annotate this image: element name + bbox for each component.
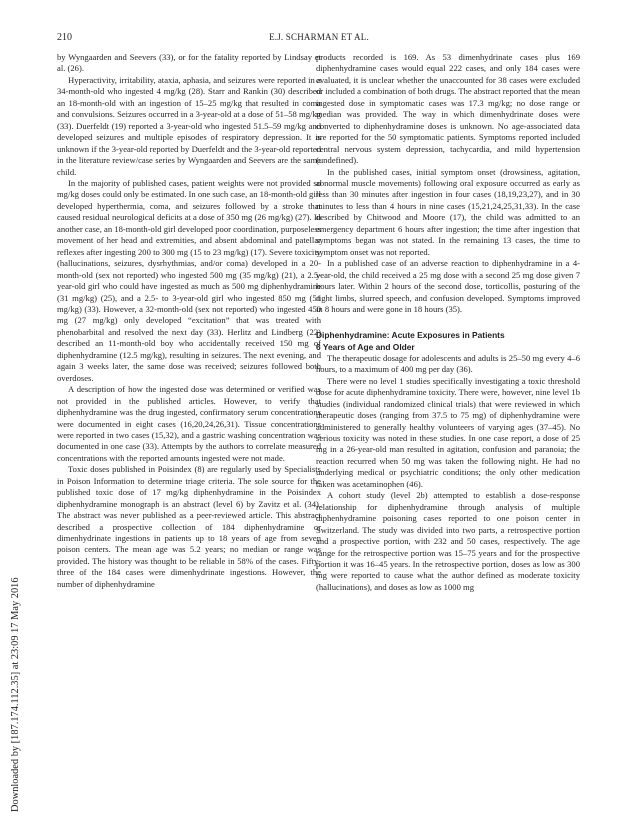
paragraph: by Wyngaarden and Seevers (33), or for the fatality reported by Lindsay et al. (26). bbox=[57, 52, 321, 74]
paragraph: A description of how the ingested dose was determined or verified was not provided in the published articles. However, to verify that diphenhydramine was the drug ingested, confirmatory serum concentrations were documented in eight cases (16,20,24,26,31). Tissue concentrations were reported in two cases (15,32), and a gastric washing concentration was documented in one case (33). Attempts by the authors to correlate measured concentrations with the reported amounts ingested were not made. bbox=[57, 384, 321, 463]
section-heading bbox=[316, 330, 580, 352]
download-watermark: Downloaded by [187.174.112.35] at 23:09 17 May 2016 bbox=[10, 577, 21, 812]
paragraph: There were no level 1 studies specifically investigating a toxic threshold dose for acute diphenhydramine toxicity. There were, however, nine level 1b studies (individual randomized clinical trials) that were reviewed in which therapeutic doses (ranging from 37.5 to 75 mg) of diphenhydramine were administered to generally healthy volunteers of varying ages (37–45). No serious toxicity was noted in these studies. In one case report, a dose of 25 mg in a 26-year-old man resulted in agitation, confusion and paranoia; the reaction recurred when 50 mg was taken the following night. He had no underlying medical or psychiatric conditions; the only other medication taken was acetaminophen (46). bbox=[316, 375, 580, 489]
page-number: 210 bbox=[57, 32, 72, 43]
paragraph: In a published case of an adverse reaction to diphenhydramine in a 4-year-old, the child received a 25 mg dose with a second 25 mg dose given 7 hours later. Within 2 hours of the second dose, torticollis, posturing of the right limbs, slurred speech, and confusion developed. Symptoms improved in 8 hours and were gone in 18 hours (35). bbox=[316, 258, 580, 314]
paragraph: In the published cases, initial symptom onset (drowsiness, agitation, abnormal muscle movements) following oral exposure occurred as early as less than 30 minutes after ingestion in four cases (18,19,23,27), and in 30 minutes to less than 4 hours in nine cases (15,21,24,25,31,33). In the case described by Chitwood and Moore (17), the child was admitted to an emergency department 6 hours after ingestion; the time after ingestion that symptoms began was not stated. In the remaining 13 cases, the time to symptom onset was not reported. bbox=[316, 166, 580, 257]
section-heading-line: 6 Years of Age and Older bbox=[316, 341, 415, 352]
running-head: E.J. SCHARMAN ET AL. bbox=[269, 32, 369, 42]
right-column bbox=[316, 52, 580, 593]
paragraph: Hyperactivity, irritability, ataxia, aphasia, and seizures were reported in a 34-month-old who ingested 4 mg/kg (28). Starr and Rankin (30) described an 18-month-old with an ingestion of 15–25 mg/kg that resulted in coma and convulsions. Seizures occurred in a 3-year-old at a dose of 51–58 mg/kg (33). Duerfeldt (19) reported a 3-year-old who ingested 51.5–59 mg/kg and developed seizures and multiple episodes of respiratory depression. It is unknown if the 3-year-old reported by Duerfeldt and the 3-year-old reported in the literature review/case series by Wyngaarden and Seevers are the same child. bbox=[57, 74, 321, 177]
paragraph: Toxic doses published in Poisindex (8) are regularly used by Specialists in Poison Information to determine triage criteria. The sole source for the published toxic dose of 17 mg/kg diphenhydramine in the Poisindex diphenhydramine monograph is an abstract (level 6) by Zavitz et al. (34). The abstract was never published as a peer-reviewed article. This abstract described a prospective collection of 184 diphenhydramine or dimenhydrinate ingestions in patients up to 18 years of age from seven poison centers. The mean age was 5.2 years; no median or range was provided. The history was thought to be reliable in 58% of the cases. Fifty-three of the 184 cases were dimenhydrinate ingestions. However, the number of diphenhydramine bbox=[57, 464, 321, 589]
paragraph: The therapeutic dosage for adolescents and adults is 25–50 mg every 4–6 hours, to a maximum of 400 mg per day (36). bbox=[316, 352, 580, 375]
paragraph: In the majority of published cases, patient weights were not provided so mg/kg doses could only be estimated. In one such case, an 18-month-old girl developed hyperthermia, coma, and seizures followed by a stroke that caused residual neurological deficits at a dose of 350 mg (26 mg/kg) (27). In another case, an 18-month-old girl developed poor coordination, purposeless movement of her head and extremities, and absent abdominal and patellar reflexes after ingesting 200 to 300 mg (15 to 23 mg/kg) (17). Severe toxicity (hallucinations, seizures, dysrhythmias, and/or coma) developed in a 20-month-old (sex not reported) who ingested 500 mg (35 mg/kg) (21), a 2.5-year-old girl who could have ingested as much as 500 mg diphenhydramine (31 mg/kg) (25), and a 2.5- to 3-year-old girl who ingested 850 mg (51 mg/kg) (33). However, a 32-month-old (sex not reported) who ingested 450 mg (27 mg/kg) only developed “excitation” that was treated with phenobarbital and resolved the next day (33). Herlitz and Lindberg (22) described an 11-month-old boy who accidentally received 150 mg of diphenhydramine (12.5 mg/kg), resulting in seizures. The next evening, and again 3 weeks later, the same dose was received; seizures followed both overdoses. bbox=[57, 177, 321, 383]
left-column bbox=[57, 52, 321, 590]
paragraph: A cohort study (level 2b) attempted to establish a dose-response relationship for diphenhydramine through analysis of multiple diphenhydramine poisoning cases reported to one poison center in Switzerland. The study was divided into two parts, a retrospective portion and a prospective portion, with 232 and 50 cases, respectively. The age range for the retrospective portion was 15–75 years and for the prospective portion it was 16–45 years. In the retrospective portion, doses as low as 300 mg were reported to cause what the author defined as moderate toxicity (hallucinations), and doses as low as 1000 mg bbox=[316, 490, 580, 592]
section-heading-line: Diphenhydramine: Acute Exposures in Patients bbox=[316, 330, 505, 341]
paragraph: products recorded is 169. As 53 dimenhydrinate cases plus 169 diphenhydramine cases would equal 222 cases, and only 184 cases were evaluated, it is unclear whether the unaccounted for 38 cases were excluded or included a combination of both drugs. The abstract reported that the mean ingested dose in symptomatic cases was 17.3 mg/kg; no dose range or median was provided. The way in which dimenhydrinate doses were converted to diphenhydramine doses is unknown. No age-associated data are reported for the 50 symptomatic patients. Symptoms reported included central nervous system depression, tachycardia, and mild hypertension (undefined). bbox=[316, 52, 580, 166]
